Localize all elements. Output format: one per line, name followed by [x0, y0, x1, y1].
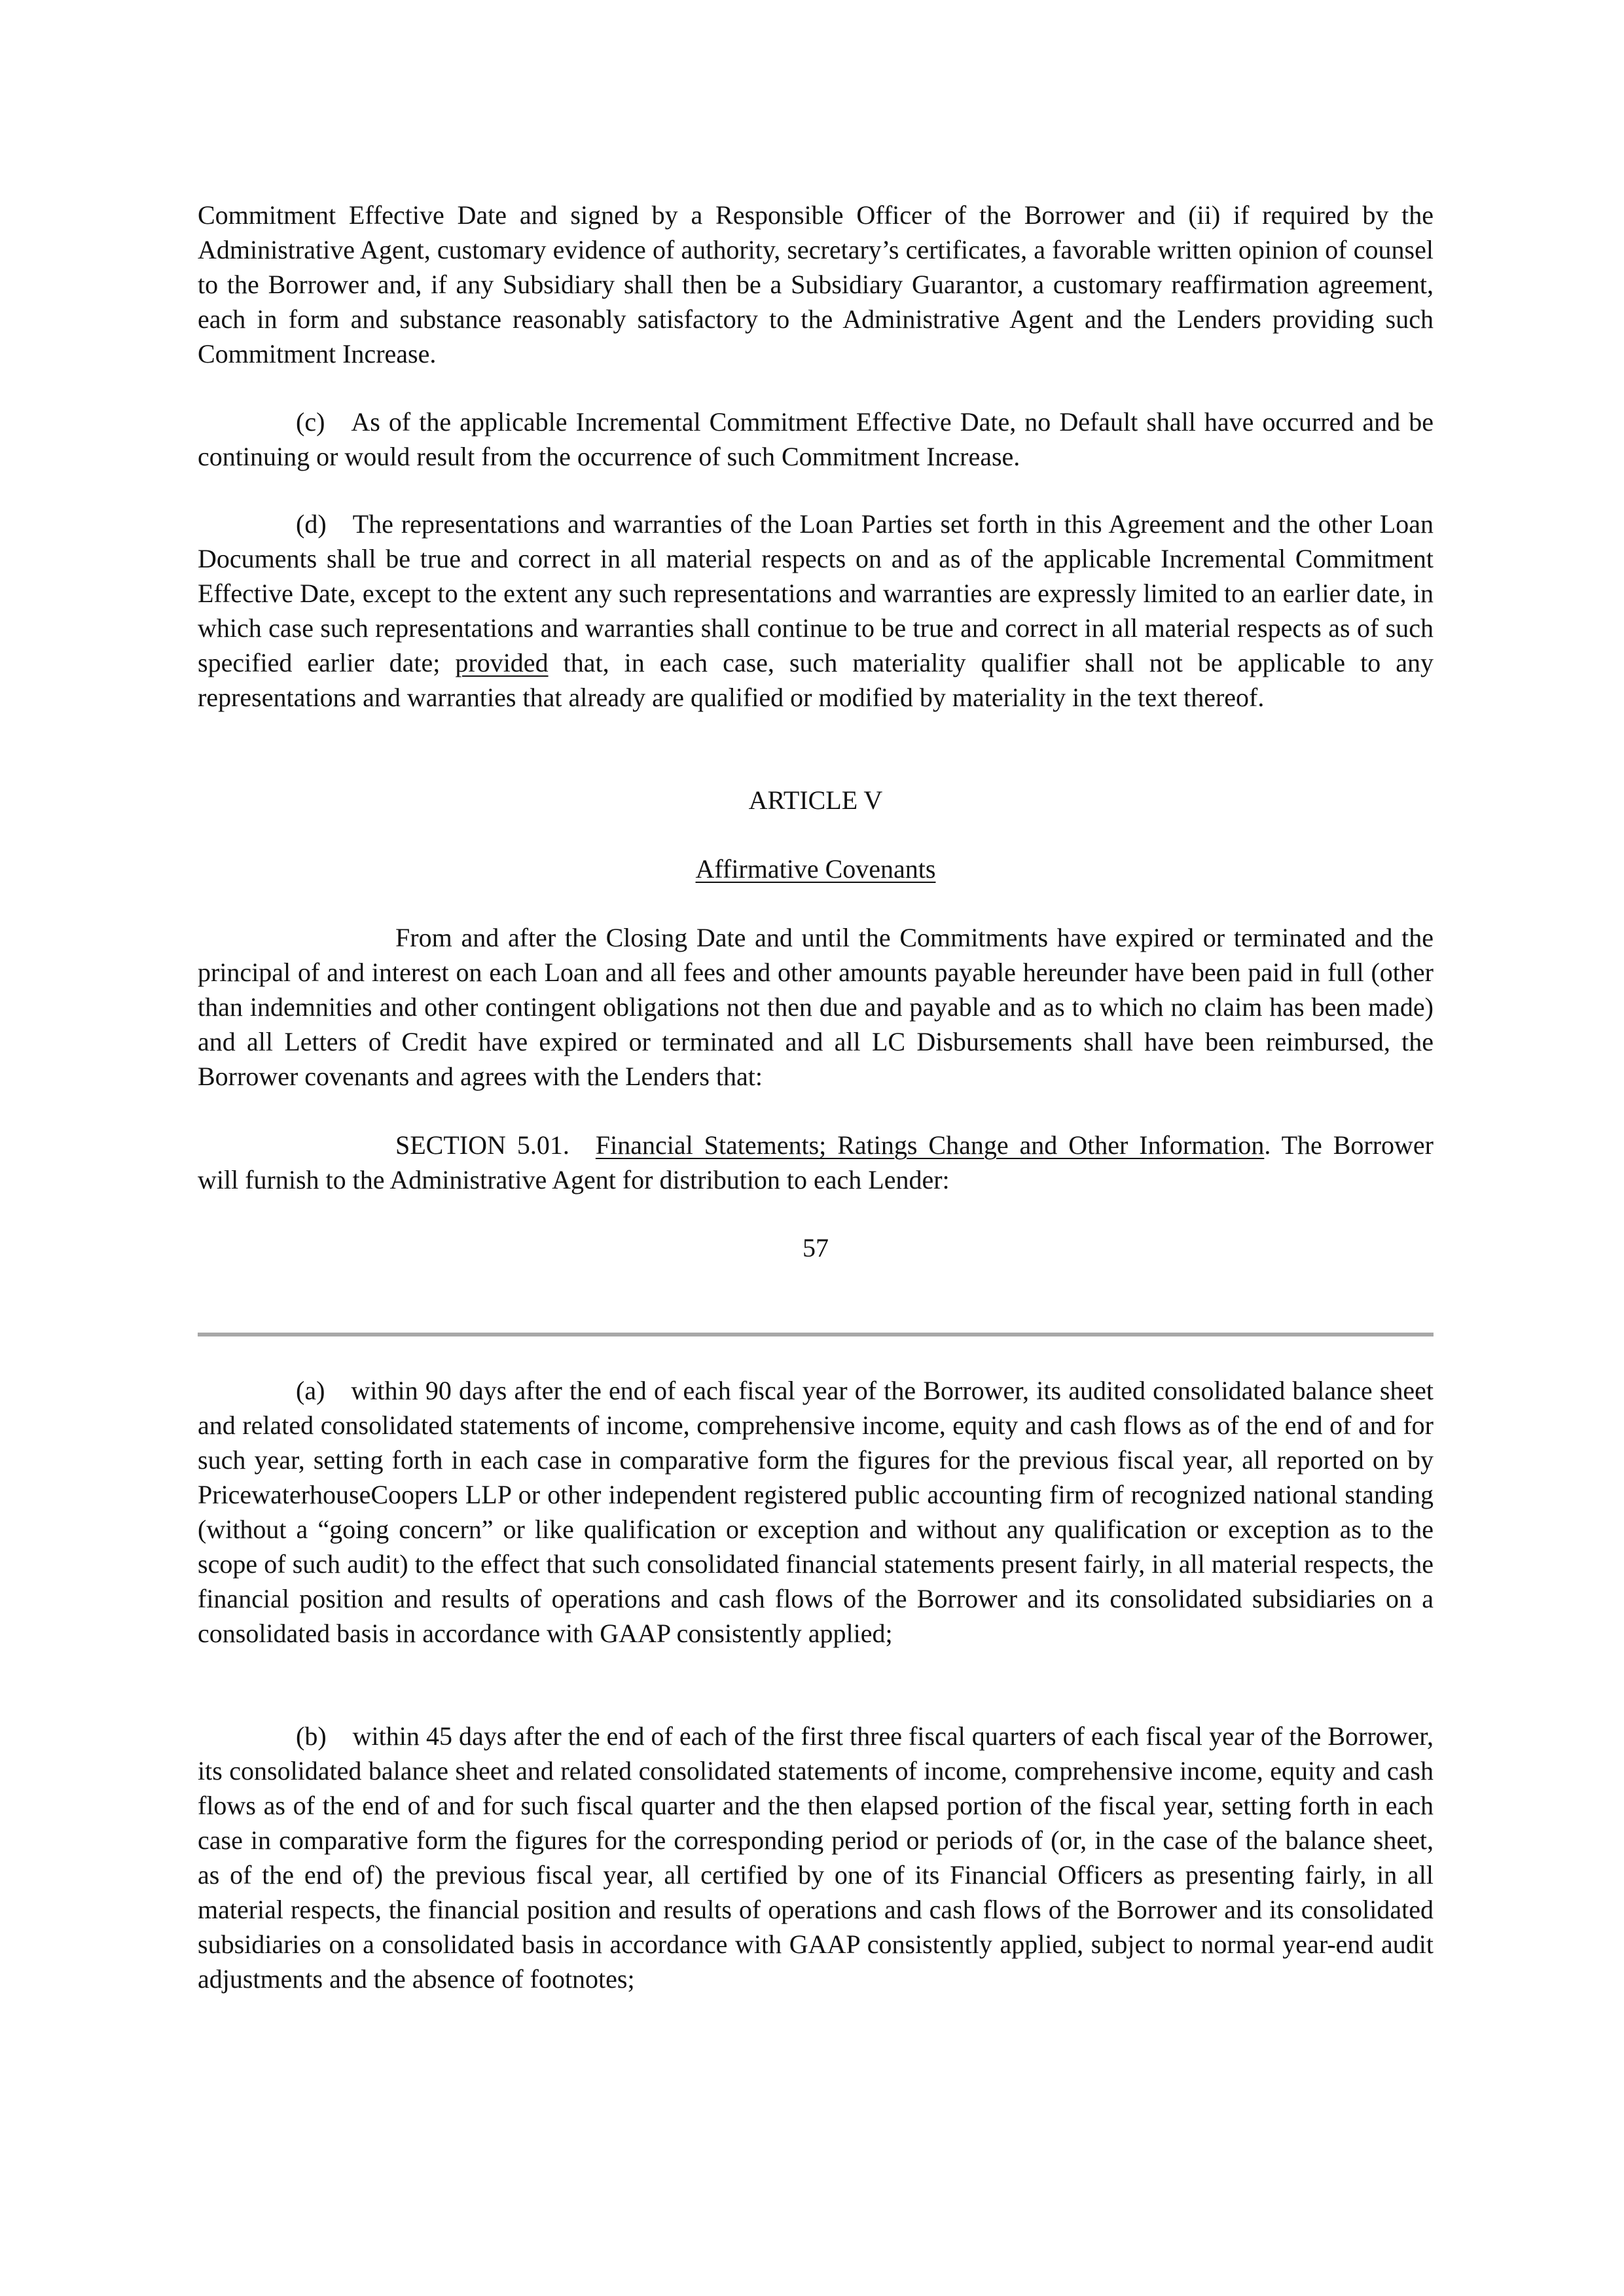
- continuation-paragraph: Commitment Effective Date and signed by a Responsible Officer of the Borrower and (ii) if required by the Administrative Agent, customary evidence of authority, secretary’s certificates, a favorable written opinion of counsel to the Borrower and, if any Subsidiary shall then be a Subsidiary Guarantor, a customary reaffirmation agreement, each in form and substance reasonably satisfactory to the Administrative Agent and the Lenders providing such Commitment Increase.: [198, 200, 1434, 368]
- section-number: SECTION 5.01.: [395, 1130, 596, 1160]
- provided-term: provided: [455, 648, 549, 677]
- section-title: Financial Statements; Ratings Change and Other Information: [595, 1130, 1265, 1160]
- section-5-01-paragraph: [198, 1128, 1434, 1197]
- article-title-text: Affirmative Covenants: [695, 854, 936, 884]
- article-title: [198, 852, 1434, 886]
- article-heading: ARTICLE V: [748, 785, 883, 815]
- article-intro-paragraph: From and after the Closing Date and until the Commitments have expired or terminated and the principal of and interest on each Loan and all fees and other amounts payable hereunder have been paid in full (other than indemnities and other contingent obligations not then due and payable and as to which no claim has been made) and all Letters of Credit have expired or terminated and all LC Disbursements shall have been reimbursed, the Borrower covenants and agrees with the Lenders that:: [198, 923, 1434, 1091]
- paragraph-c: (c) As of the applicable Incremental Commitment Effective Date, no Default shall have occurred and be continuing or would result from the occurrence of such Commitment Increase.: [198, 407, 1434, 471]
- paragraph-d-text-after: that, in each case, such materiality qualifier shall not be applicable to any representations and warranties that already are qualified or modified by materiality in the text thereof.: [198, 648, 1434, 712]
- page-number: 57: [803, 1233, 829, 1263]
- paragraph-d-text-before: (d) The representations and warranties of the Loan Parties set forth in this Agreement and the other Loan Documents shall be true and correct in all material respects on and as of the applicable Incremental Commitment Effective Date, except to the extent any such representations and warranties are expressly limited to an earlier date, in which case such representations and warranties shall continue to be true and correct in all material respects as of such specified earlier date;: [198, 509, 1434, 677]
- paragraph-d: [198, 507, 1434, 715]
- page-divider: [198, 1333, 1434, 1336]
- paragraph-a: (a) within 90 days after the end of each fiscal year of the Borrower, its audited consolidated balance sheet and related consolidated statements of income, comprehensive income, equity and cash flows as of the end of and for such year, setting forth in each case in comparative form the figures for the previous fiscal year, all reported on by PricewaterhouseCoopers LLP or other independent registered public accounting firm of recognized national standing (without a “going concern” or like qualification or exception and without any qualification or exception as to the scope of such audit) to the effect that such consolidated financial statements present fairly, in all material respects, the financial position and results of operations and cash flows of the Borrower and its consolidated subsidiaries on a consolidated basis in accordance with GAAP consistently applied;: [198, 1376, 1434, 1648]
- section-text: . The Borrower will furnish to the Administrative Agent for distribution to each Lender:: [198, 1130, 1434, 1194]
- paragraph-b: (b) within 45 days after the end of each of the first three fiscal quarters of each fiscal year of the Borrower, its consolidated balance sheet and related consolidated statements of income, comprehensive income, equity and cash flows as of the end of and for such fiscal quarter and the then elapsed portion of the fiscal year, setting forth in each case in comparative form the figures for the corresponding period or periods of (or, in the case of the balance sheet, as of the end of) the previous fiscal year, all certified by one of its Financial Officers as presenting fairly, in all material respects, the financial position and results of operations and cash flows of the Borrower and its consolidated subsidiaries on a consolidated basis in accordance with GAAP consistently applied, subject to normal year-end audit adjustments and the absence of footnotes;: [198, 1721, 1434, 1994]
